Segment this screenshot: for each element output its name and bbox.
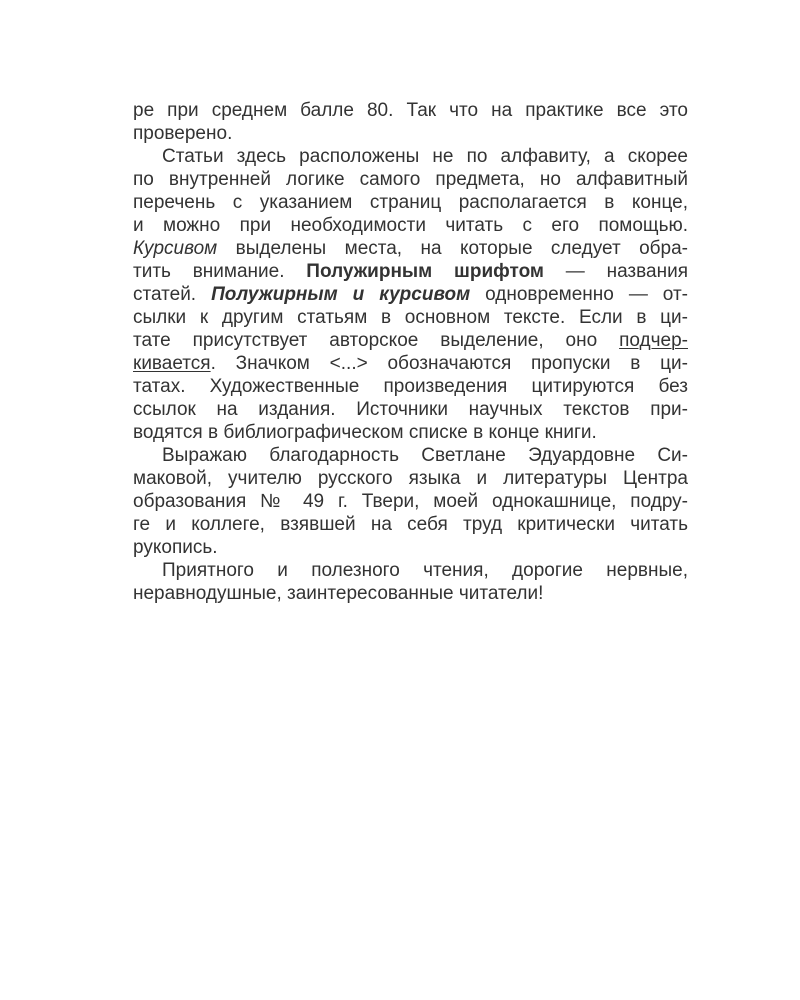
text-line: [133, 467, 688, 490]
text-run-r: ге и коллеге, взявшей на себя труд критически читать: [133, 514, 688, 535]
text-run-r: Статьи здесь расположены не по алфавиту, а скорее: [162, 146, 688, 167]
text-run-r: выделены места, на которые следует обра-: [217, 238, 688, 259]
text-run-r: неравнодушные, заинтересованные читатели!: [133, 583, 544, 604]
paragraph: [133, 145, 688, 444]
text-run-r: тате присутствует авторское выделение, оно: [133, 330, 620, 351]
text-run-r: тить внимание.: [133, 261, 307, 282]
text-run-r: рукопись.: [133, 537, 218, 558]
text-run-r: образования № 49 г. Твери, моей однокашнице, подру-: [133, 491, 688, 512]
text-line: [133, 398, 688, 421]
paragraph: [133, 99, 688, 145]
text-line: [133, 375, 688, 398]
text-run-r: и можно при необходимости читать с его помощью.: [133, 215, 688, 236]
text-run-r: ре при среднем балле 80. Так что на практике все это: [133, 100, 688, 121]
text-line: [133, 283, 688, 306]
text-run-r: сылки к другим статьям в основном тексте. Если в ци-: [133, 307, 688, 328]
text-run-r: статей.: [133, 284, 212, 305]
text-line: [133, 490, 688, 513]
text-line: [133, 214, 688, 237]
text-line: [133, 444, 688, 467]
text-run-r: ссылок на издания. Источники научных текстов при-: [133, 399, 688, 420]
text-line: [133, 122, 688, 145]
text-line: [133, 99, 688, 122]
page-text-block: [133, 99, 688, 605]
text-line: [133, 145, 688, 168]
text-line: [133, 513, 688, 536]
text-run-u: подчер-: [619, 330, 688, 351]
text-line: [133, 582, 688, 605]
text-line: [133, 237, 688, 260]
text-line: [133, 168, 688, 191]
text-line: [133, 352, 688, 375]
text-line: [133, 536, 688, 559]
text-run-u: кивается: [133, 353, 211, 374]
text-run-r: — названия: [543, 261, 688, 282]
text-line: [133, 559, 688, 582]
text-run-r: маковой, учителю русского языка и литературы Центра: [133, 468, 688, 489]
text-run-r: Выражаю благодарность Светлане Эдуардовне Си-: [162, 445, 688, 466]
paragraph: [133, 559, 688, 605]
text-run-r: водятся в библиографическом списке в конце книги.: [133, 422, 597, 443]
text-line: [133, 260, 688, 283]
text-run-r: татах. Художественные произведения цитируются без: [133, 376, 688, 397]
text-run-bi: Полужирным и курсивом: [211, 284, 471, 305]
text-line: [133, 191, 688, 214]
text-line: [133, 421, 688, 444]
text-run-r: перечень с указанием страниц располагается в конце,: [133, 192, 688, 213]
text-run-r: одновременно — от-: [470, 284, 688, 305]
text-run-r: Приятного и полезного чтения, дорогие нервные,: [162, 560, 688, 581]
text-run-b: Полужирным шрифтом: [306, 261, 544, 282]
text-run-r: . Значком <...> обозначаются пропуски в ци-: [210, 353, 688, 374]
text-run-r: по внутренней логике самого предмета, но алфавитный: [133, 169, 688, 190]
text-run-i: Курсивом: [133, 238, 218, 259]
text-line: [133, 329, 688, 352]
paragraph: [133, 444, 688, 559]
text-line: [133, 306, 688, 329]
text-run-r: проверено.: [133, 123, 233, 144]
